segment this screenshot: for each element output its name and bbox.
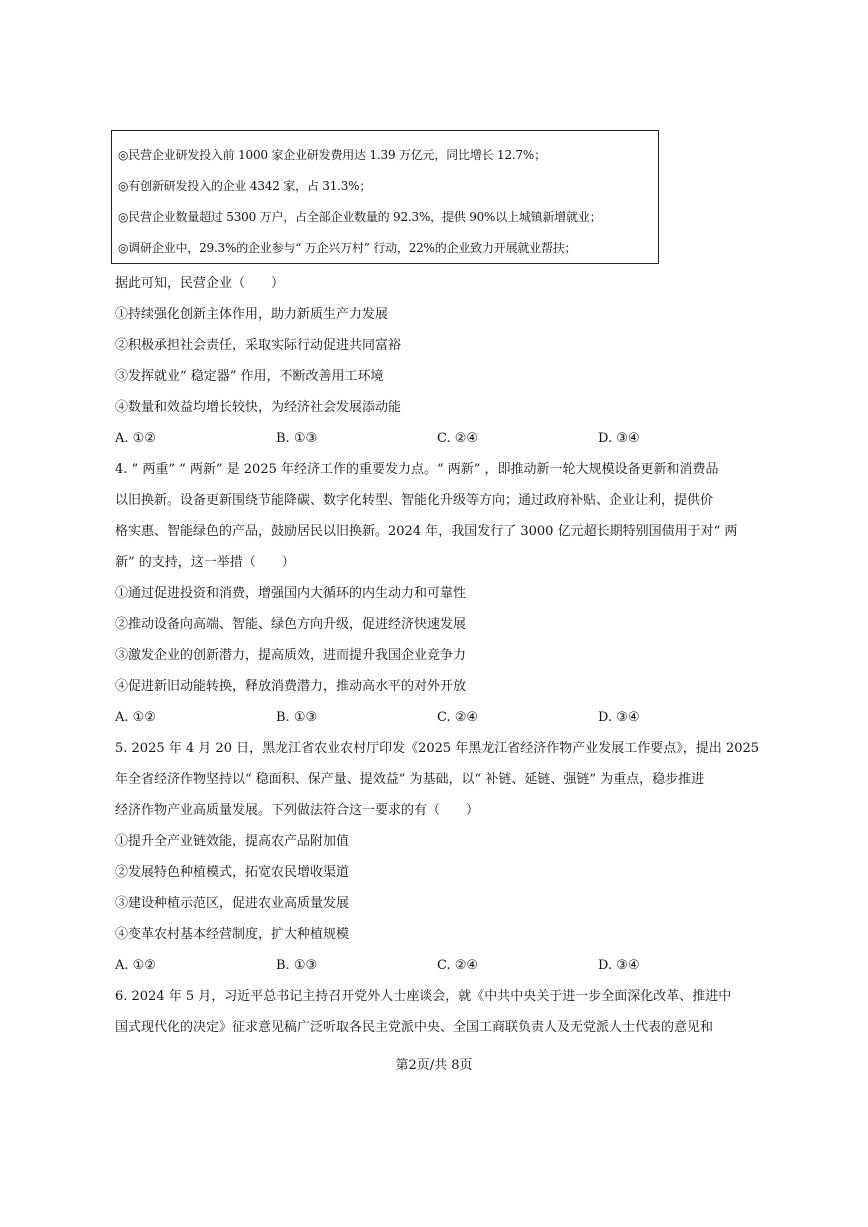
question-4 xyxy=(115,454,765,733)
option-a: A. ①② xyxy=(115,958,156,973)
option-c: C. ②④ xyxy=(437,958,479,973)
option-d: D. ③④ xyxy=(598,710,640,725)
option-b: B. ①③ xyxy=(276,958,318,973)
option-c: C. ②④ xyxy=(437,710,479,725)
question-6 xyxy=(115,981,765,1043)
answer-options xyxy=(115,950,765,981)
statement-item: ④促进新旧动能转换，释放消费潜力，推动高水平的对外开放 xyxy=(115,679,467,694)
answer-options xyxy=(115,702,765,733)
material-line: ◎有创新研发投入的企业 4342 家，占 31.3%； xyxy=(118,179,372,193)
material-line: ◎调研企业中，29.3%的企业参与“ 万企兴万村” 行动，22%的企业致力开展就业帮扶； xyxy=(118,241,577,255)
material-line: ◎民营企业研发投入前 1000 家企业研发费用达 1.39 万亿元，同比增长 12.7%； xyxy=(118,148,546,162)
option-a: A. ①② xyxy=(115,431,156,446)
question-3 xyxy=(115,268,765,454)
option-c: C. ②④ xyxy=(437,431,479,446)
statement-item: ②发展特色种植模式，拓宽农民增收渠道 xyxy=(115,865,350,880)
question-stem-line: 5. 2025 年 4 月 20 日，黑龙江省农业农村厅印发《2025 年黑龙江省经济作物产业发展工作要点》，提出 2025 xyxy=(115,741,760,756)
option-b: B. ①③ xyxy=(276,431,318,446)
statement-item: ②推动设备向高端、智能、绿色方向升级，促进经济快速发展 xyxy=(115,617,467,632)
option-d: D. ③④ xyxy=(598,431,640,446)
option-b: B. ①③ xyxy=(276,710,318,725)
statement-item: ④数量和效益均增长较快，为经济社会发展添动能 xyxy=(115,400,402,415)
page-number: 第2页/共 8页 xyxy=(395,1058,473,1073)
question-stem-line: 6. 2024 年 5 月，习近平总书记主持召开党外人士座谈会，就《中共中央关于进一步全面深化改革、推进中 xyxy=(115,989,732,1004)
question-stem: 据此可知，民营企业（ ） xyxy=(115,276,285,291)
question-stem-line: 年全省经济作物坚持以“ 稳面积、保产量、提效益” 为基础，以“ 补链、延链、强链” 为重点，稳步推进 xyxy=(115,772,705,787)
question-5 xyxy=(115,733,765,981)
statement-item: ④变革农村基本经营制度，扩大种植规模 xyxy=(115,927,350,942)
option-a: A. ①② xyxy=(115,710,156,725)
statement-item: ③发挥就业“ 稳定器” 作用，不断改善用工环境 xyxy=(115,369,384,384)
statement-item: ②积极承担社会责任，采取实际行动促进共同富裕 xyxy=(115,338,402,353)
statement-item: ①持续强化创新主体作用，助力新质生产力发展 xyxy=(115,307,389,322)
statement-item: ③建设种植示范区，促进农业高质量发展 xyxy=(115,896,350,911)
question-stem-line: 4. “ 两重” “ 两新” 是 2025 年经济工作的重要发力点。“ 两新” ，即推动新一轮大规模设备更新和消费品 xyxy=(115,462,719,477)
questions xyxy=(115,268,765,1043)
statement-item: ①提升全产业链效能，提高农产品附加值 xyxy=(115,834,350,849)
material-line: ◎民营企业数量超过 5300 万户，占全部企业数量的 92.3%，提供 90%以上城镇新增就业； xyxy=(118,210,602,224)
statement-item: ①通过促进投资和消费，增强国内大循环的内生动力和可靠性 xyxy=(115,586,467,601)
question-stem-line: 格实惠、智能绿色的产品，鼓励居民以旧换新。2024 年，我国发行了 3000 亿元超长期特别国债用于对“ 两 xyxy=(115,524,738,539)
statement-item: ③激发企业的创新潜力，提高质效，进而提升我国企业竞争力 xyxy=(115,648,467,663)
question-stem-line: 新” 的支持，这一举措（ ） xyxy=(115,555,295,570)
option-d: D. ③④ xyxy=(598,958,640,973)
material-box xyxy=(111,130,659,264)
question-stem-line: 以旧换新。设备更新围绕节能降碳、数字化转型、智能化升级等方向；通过政府补贴、企业让利，提供价 xyxy=(115,493,714,508)
question-stem-line: 国式现代化的决定》征求意见稿广泛听取各民主党派中央、全国工商联负责人及无党派人士代表的意见和 xyxy=(115,1020,714,1035)
question-stem-line: 经济作物产业高质量发展。下列做法符合这一要求的有（ ） xyxy=(115,803,480,818)
answer-options xyxy=(115,423,765,454)
